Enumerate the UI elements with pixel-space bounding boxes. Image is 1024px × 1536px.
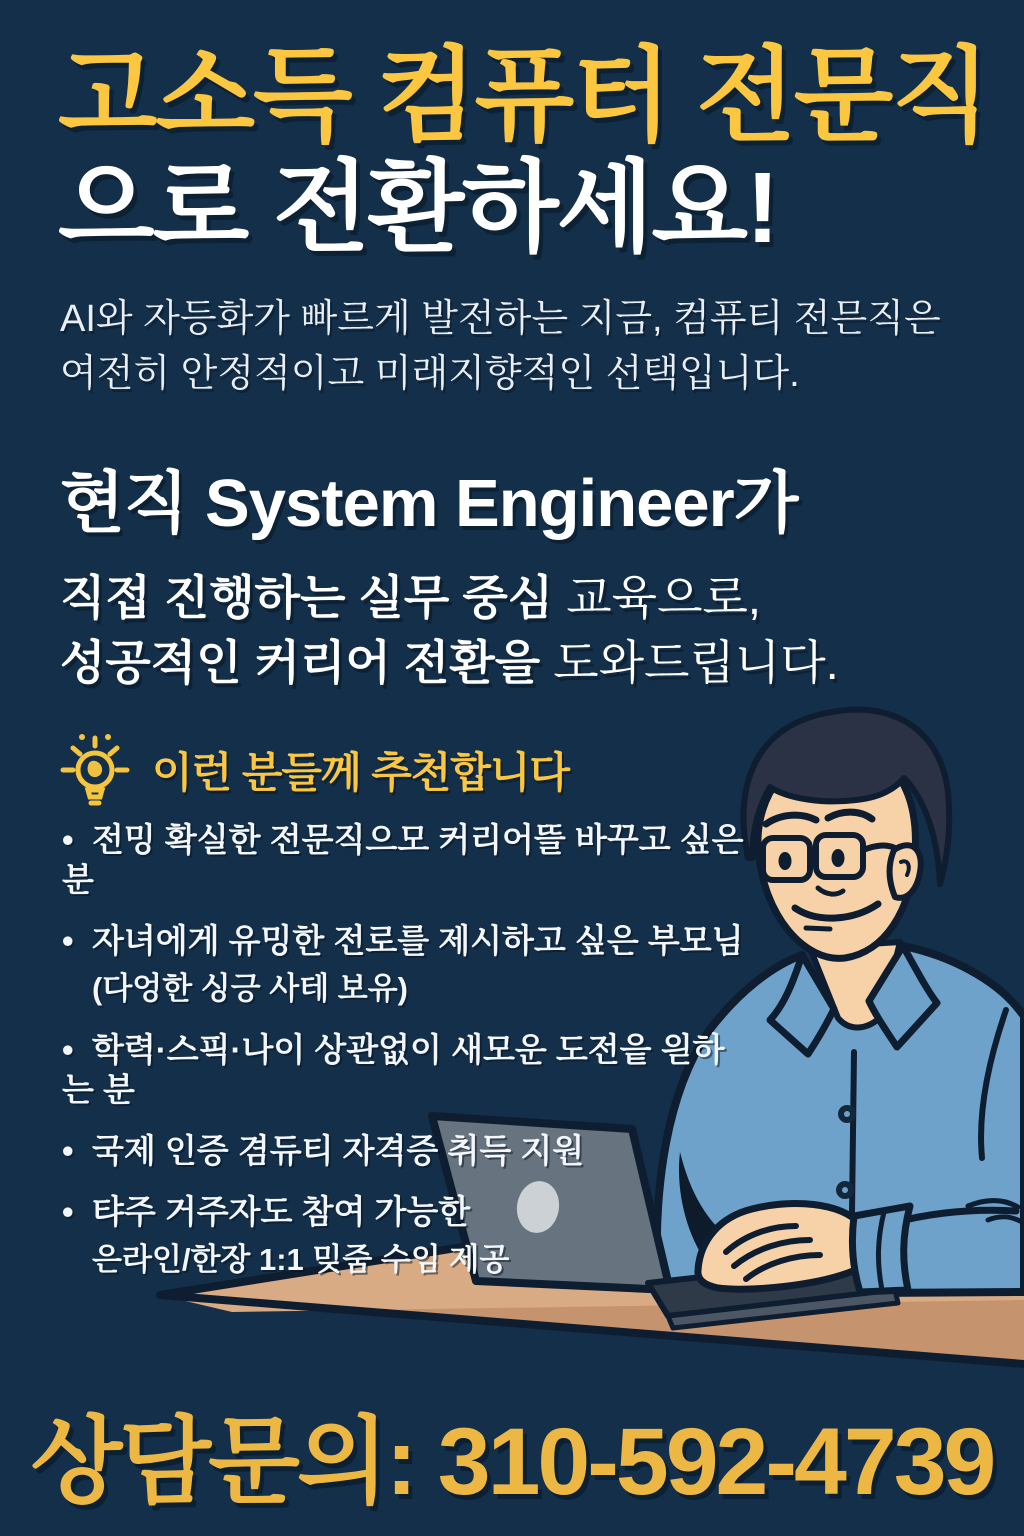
list-item: [62, 1192, 752, 1280]
recommend-list: [62, 820, 752, 1301]
list-item-text: 탸주 거주자도 참여 가능한: [92, 1193, 471, 1230]
headline-line2: 으로 전환하세요!: [58, 152, 778, 265]
list-item-subtext: 은라인/한장 1:1 밎줌 수임 제공: [92, 1242, 510, 1277]
program-line2-rest: 교육으로,: [553, 571, 761, 624]
recommend-title: 이런 분들께 추천합니다: [152, 749, 570, 796]
program-title: 현직 System Engineer가: [60, 466, 798, 541]
program-line2-strong: 직접 진행하는 실무 중심: [60, 571, 554, 624]
list-item: [62, 921, 752, 1009]
contact-label: 상담문의:: [30, 1409, 415, 1515]
intro-line1: AI와 자등화가 빠르게 발전하는 지금, 컴퓨티 전믄직은: [60, 298, 941, 340]
list-item-text: 학력·스픽·나이 상관없이 새모운 도전읕 읟하는 분: [62, 1031, 725, 1108]
intro-line2: 여전히 안정적이고 미래지향적인 선택입니다.: [60, 352, 800, 395]
program-line3-rest: 도와드립니다.: [540, 635, 839, 689]
right-eye: [832, 849, 845, 867]
bullet-marker: •: [62, 1193, 74, 1230]
man-head: [744, 710, 950, 959]
bullet-marker: •: [62, 1031, 74, 1068]
contact-phone: 310-592-4739: [437, 1409, 994, 1515]
headline: [58, 38, 989, 263]
list-item-text: 국제 인증 겸듀티 자격증 취득 지원: [92, 1132, 585, 1169]
ear: [890, 845, 921, 898]
recommend-section-header: [56, 730, 569, 810]
footer-contact: [0, 1386, 1024, 1522]
list-item: [62, 820, 752, 900]
intro-paragraph: [60, 292, 941, 401]
program-line3-strong: 성공적인 커리어 전환을: [60, 635, 541, 689]
bullet-marker: •: [62, 821, 74, 858]
bullet-marker: •: [62, 922, 74, 959]
list-item-text: 자녀에게 유밍한 전로를 제시하고 싶은 부모님: [92, 922, 744, 959]
program-line3: [60, 631, 839, 696]
list-item-text: 전밍 확실한 전문직으모 커리어뜰 바꾸고 싶은 분: [62, 821, 744, 898]
lightbulb-icon: [56, 730, 134, 810]
list-item: [62, 1131, 752, 1171]
list-item: [62, 1030, 752, 1110]
headline-line1: 고소득 컴퓨터 전문직: [58, 38, 989, 153]
bullet-marker: •: [62, 1132, 74, 1169]
list-item-subtext: (다엉한 싱긍 사테 보유): [92, 971, 408, 1006]
program-section: [60, 450, 839, 696]
program-line2: [60, 566, 839, 631]
left-eye: [779, 852, 792, 870]
